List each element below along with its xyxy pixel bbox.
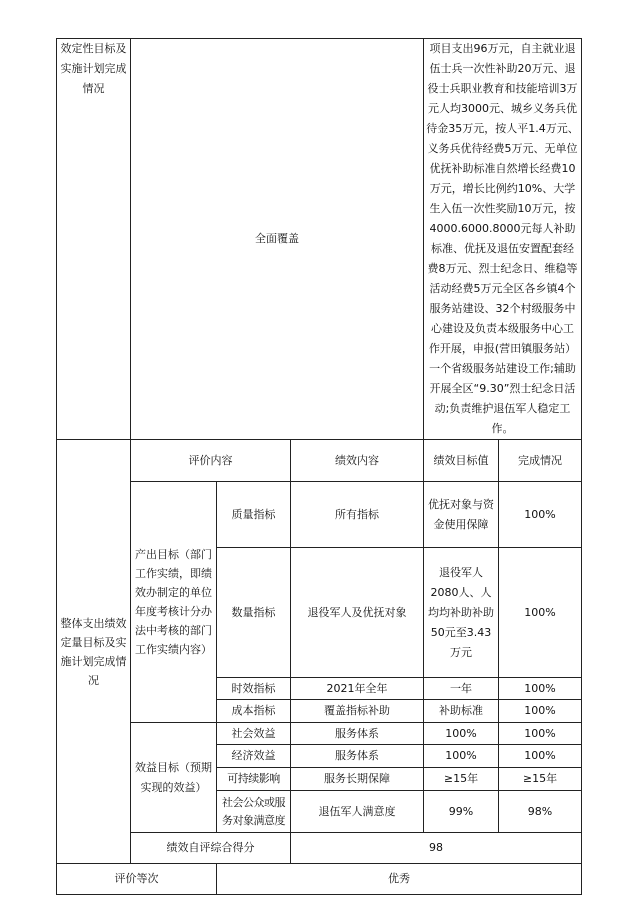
indicator-cell: 经济效益 (217, 745, 291, 768)
indicator-cell: 社会效益 (217, 723, 291, 745)
completion-cell: 100% (499, 678, 582, 700)
benefit-group-label: 效益目标（预期实现的效益） (131, 723, 217, 833)
score-value: 98 (291, 833, 582, 864)
target-cell: 100% (424, 745, 499, 768)
target-cell: 优抚对象与资金使用保障 (424, 482, 499, 548)
indicator-cell: 时效指标 (217, 678, 291, 700)
content-cell: 所有指标 (291, 482, 424, 548)
completion-cell: 100% (499, 482, 582, 548)
table-row (57, 723, 582, 745)
target-cell: 补助标准 (424, 700, 499, 723)
content-cell: 退伍军人满意度 (291, 791, 424, 833)
grade-value: 优秀 (217, 864, 582, 895)
target-cell: 100% (424, 723, 499, 745)
indicator-cell: 可持续影响 (217, 768, 291, 791)
content-cell: 覆盖指标补助 (291, 700, 424, 723)
score-label: 绩效自评综合得分 (131, 833, 291, 864)
coverage-cell: 全面覆盖 (131, 39, 424, 440)
indicator-cell: 数量指标 (217, 548, 291, 678)
score-row (57, 833, 582, 864)
header-evaluation-content: 评价内容 (131, 440, 291, 482)
indicator-cell: 质量指标 (217, 482, 291, 548)
content-cell: 退役军人及优抚对象 (291, 548, 424, 678)
table-row (57, 482, 582, 548)
header-target-value: 绩效目标值 (424, 440, 499, 482)
completion-cell: 100% (499, 548, 582, 678)
performance-evaluation-table (56, 38, 582, 895)
completion-cell: 98% (499, 791, 582, 833)
completion-cell: ≥15年 (499, 768, 582, 791)
qualitative-label: 效定性目标及实施计划完成情况 (57, 39, 131, 440)
grade-label: 评价等次 (57, 864, 217, 895)
content-cell: 服务体系 (291, 745, 424, 768)
grade-row (57, 864, 582, 895)
indicator-cell: 成本指标 (217, 700, 291, 723)
indicator-cell: 社会公众或服务对象满意度 (217, 791, 291, 833)
completion-cell: 100% (499, 723, 582, 745)
overall-label: 整体支出绩效定量目标及实施计划完成情况 (57, 440, 131, 864)
completion-cell: 100% (499, 700, 582, 723)
header-performance-content: 绩效内容 (291, 440, 424, 482)
header-row (57, 440, 582, 482)
target-cell: 99% (424, 791, 499, 833)
content-cell: 服务体系 (291, 723, 424, 745)
content-cell: 服务长期保障 (291, 768, 424, 791)
header-completion: 完成情况 (499, 440, 582, 482)
target-cell: 一年 (424, 678, 499, 700)
qualitative-description: 项目支出96万元，自主就业退伍士兵一次性补助20万元、退役士兵职业教育和技能培训3万元人均3000元、城乡义务兵优待金35万元，按人平1.4万元、义务兵优待经费5万元、无单位优抚补助标准自然增长经费10万元，增长比例约10%、大学生入伍一次性奖励10万元，按4000.6000.8000元每人补助标准、优抚及退伍安置配套经费8万元、烈士纪念日、维稳等活动经费5万元全区各乡镇4个服务站建设、32个村级服务中心建设及负责本级服务中心工作开展，申报(营田镇服务站）一个省级服务站建设工作;辅助开展全区“9.30”烈士纪念日活动;负责维护退伍军人稳定工作。 (424, 39, 582, 440)
target-cell: ≥15年 (424, 768, 499, 791)
completion-cell: 100% (499, 745, 582, 768)
output-group-label: 产出目标（部门工作实绩，即绩效办制定的单位年度考核计分办法中考核的部门工作实绩内容） (131, 482, 217, 723)
content-cell: 2021年全年 (291, 678, 424, 700)
target-cell: 退役军人2080人、人均均补助补助50元至3.43万元 (424, 548, 499, 678)
qualitative-row (57, 39, 582, 440)
